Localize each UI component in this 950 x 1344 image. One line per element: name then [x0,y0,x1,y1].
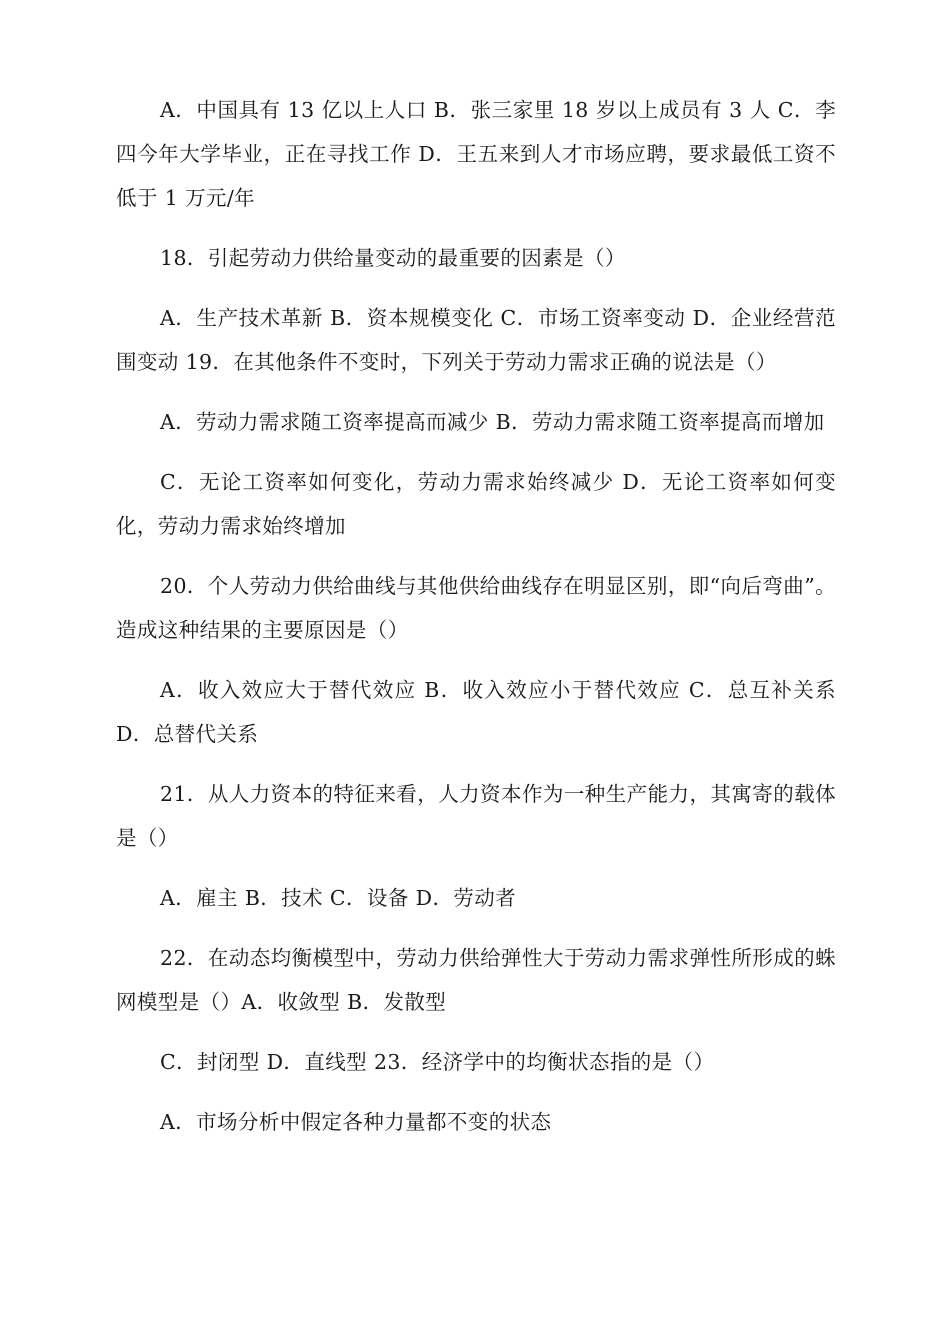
paragraph-q19-options-ab: A．劳动力需求随工资率提高而减少 B．劳动力需求随工资率提高而增加 [160,410,825,434]
paragraph-q21-options: A．雇主 B．技术 C．设备 D．劳动者 [160,886,517,910]
paragraph-q19-options-cd: C．无论工资率如何变化，劳动力需求始终减少 D．无论工资率如何变化，劳动力需求始终增加 [116,470,836,538]
paragraph-q18-options-q19-question: A．生产技术革新 B．资本规模变化 C．市场工资率变动 D．企业经营范围变动 19．在其他条件不变时，下列关于劳动力需求正确的说法是（） [116,306,836,374]
paragraph-q22-options-q23-question: C．封闭型 D．直线型 23．经济学中的均衡状态指的是（） [160,1050,715,1074]
document-page [116,88,836,1160]
paragraph-q20-question: 20．个人劳动力供给曲线与其他供给曲线存在明显区别，即“向后弯曲”。造成这种结果的主要原因是（） [116,574,836,642]
paragraph-q17-options: A．中国具有 13 亿以上人口 B．张三家里 18 岁以上成员有 3 人 C．李四今年大学毕业，正在寻找工作 D．王五来到人才市场应聘，要求最低工资不低于 1 万元/年 [116,98,836,210]
paragraph-q18-question: 18．引起劳动力供给量变动的最重要的因素是（） [160,246,626,270]
paragraph-q23-option-a: A．市场分析中假定各种力量都不变的状态 [160,1110,552,1134]
paragraph-q22-question: 22．在动态均衡模型中，劳动力供给弹性大于劳动力需求弹性所形成的蛛网模型是（）A．收敛型 B．发散型 [116,946,836,1014]
paragraph-q21-question: 21．从人力资本的特征来看，人力资本作为一种生产能力，其寓寄的载体是（） [116,782,836,850]
paragraph-q20-options: A．收入效应大于替代效应 B．收入效应小于替代效应 C．总互补关系 D．总替代关系 [116,678,836,746]
